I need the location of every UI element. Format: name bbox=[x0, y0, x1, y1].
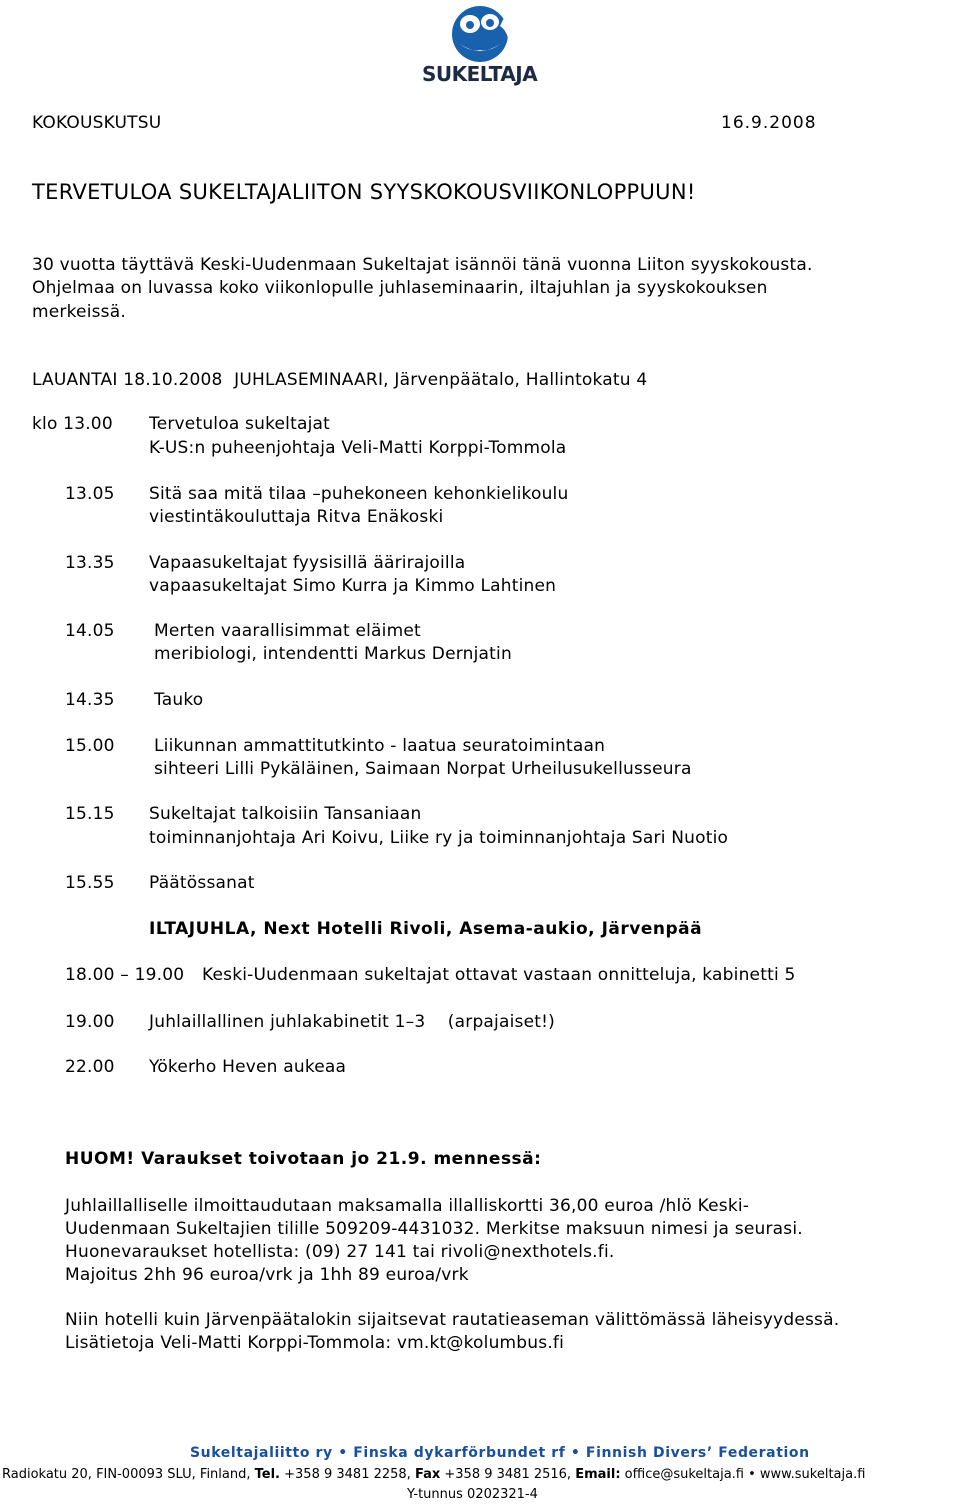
doc-date: 16.9.2008 bbox=[721, 113, 817, 133]
evening-time: 19.00 bbox=[65, 1012, 115, 1032]
doc-title: KOKOUSKUTSU bbox=[32, 113, 162, 133]
evening-text: Keski-Uudenmaan sukeltajat ottavat vastaan onnitteluja, kabinetti 5 bbox=[202, 965, 796, 985]
program-speaker: sihteeri Lilli Pykäläinen, Saimaan Norpat Urheilusukellusseura bbox=[154, 759, 692, 779]
evening-text: Juhlaillallinen juhlakabinetit 1–3 (arpajaiset!) bbox=[149, 1012, 555, 1032]
fax-label: Fax bbox=[414, 1467, 441, 1482]
program-time: 13.35 bbox=[65, 553, 115, 573]
logo-text: SUKELTAJA bbox=[422, 62, 538, 86]
notice-line: Majoitus 2hh 96 euroa/vrk ja 1hh 89 euroa/vrk bbox=[65, 1265, 469, 1285]
program-title: Liikunnan ammattitutkinto - laatua seuratoimintaan bbox=[154, 736, 606, 756]
intro-line-1: 30 vuotta täyttävä Keski-Uudenmaan Sukeltajat isännöi tänä vuonna Liiton syyskokousta. bbox=[32, 255, 813, 275]
email-label: Email: bbox=[575, 1467, 621, 1482]
notice-heading bbox=[65, 1149, 541, 1169]
huom-label: HUOM! bbox=[65, 1149, 135, 1169]
evening-time: 22.00 bbox=[65, 1057, 115, 1077]
footer-orgs: Sukeltajaliitto ry • Finska dykarförbundet rf • Finnish Divers’ Federation bbox=[190, 1445, 810, 1461]
notice-deadline: Varaukset toivotaan jo 21.9. mennessä: bbox=[141, 1149, 542, 1169]
program-title: Sitä saa mitä tilaa –puhekoneen kehonkielikoulu bbox=[149, 484, 569, 504]
tel-label: Tel. bbox=[254, 1467, 280, 1482]
footer-fax: +358 9 3481 2516, bbox=[444, 1467, 572, 1482]
program-title: Vapaasukeltajat fyysisillä äärirajoilla bbox=[149, 553, 466, 573]
footer-address: Radiokatu 20, FIN-00093 SLU, Finland, bbox=[2, 1467, 251, 1482]
notice-line: Niin hotelli kuin Järvenpäätalokin sijaitsevat rautatieaseman välittömässä läheisyydessä. bbox=[65, 1310, 840, 1330]
saturday-event: JUHLASEMINAARI, Järvenpäätalo, Hallintokatu 4 bbox=[234, 370, 648, 390]
saturday-day: LAUANTAI 18.10.2008 bbox=[32, 370, 223, 390]
program-title: Merten vaarallisimmat eläimet bbox=[154, 621, 421, 641]
program-speaker: meribiologi, intendentti Markus Dernjatin bbox=[154, 644, 512, 664]
footer-email[interactable]: office@sukeltaja.fi • www.sukeltaja.fi bbox=[624, 1467, 866, 1482]
program-time: 13.05 bbox=[65, 484, 115, 504]
program-title: Sukeltajat talkoisiin Tansaniaan bbox=[149, 804, 422, 824]
program-speaker: vapaasukeltajat Simo Kurra ja Kimmo Lahtinen bbox=[149, 576, 557, 596]
program-title: Päätössanat bbox=[149, 873, 255, 893]
intro-line-3: merkeissä. bbox=[32, 302, 126, 322]
program-time: 15.00 bbox=[65, 736, 115, 756]
program-time: 15.55 bbox=[65, 873, 115, 893]
notice-line: Huonevaraukset hotellista: (09) 27 141 tai rivoli@nexthotels.fi. bbox=[65, 1242, 615, 1262]
notice-line: Uudenmaan Sukeltajien tilille 509209-4431032. Merkitse maksuun nimesi ja seurasi. bbox=[65, 1219, 803, 1239]
footer-tel: +358 9 3481 2258, bbox=[284, 1467, 411, 1482]
program-time: 15.15 bbox=[65, 804, 115, 824]
saturday-heading bbox=[32, 370, 647, 390]
program-speaker: toiminnanjohtaja Ari Koivu, Liike ry ja toiminnanjohtaja Sari Nuotio bbox=[149, 828, 729, 848]
program-speaker: K-US:n puheenjohtaja Veli-Matti Korppi-Tommola bbox=[149, 438, 567, 458]
evening-time: 18.00 – 19.00 bbox=[65, 965, 185, 985]
welcome-heading: TERVETULOA SUKELTAJALIITON SYYSKOKOUSVIIKONLOPPUUN! bbox=[32, 180, 696, 204]
footer-ytunnus: Y-tunnus 0202321-4 bbox=[407, 1487, 538, 1502]
evening-heading: ILTAJUHLA, Next Hotelli Rivoli, Asema-aukio, Järvenpää bbox=[149, 919, 703, 939]
program-speaker: viestintäkouluttaja Ritva Enäkoski bbox=[149, 507, 444, 527]
sukeltaja-logo bbox=[420, 4, 544, 88]
notice-line: Lisätietoja Veli-Matti Korppi-Tommola: vm.kt@kolumbus.fi bbox=[65, 1333, 565, 1353]
program-title: Tauko bbox=[154, 690, 204, 710]
intro-line-2: Ohjelmaa on luvassa koko viikonlopulle juhlaseminaarin, iltajuhlan ja syyskokouksen bbox=[32, 278, 768, 298]
program-time: 14.05 bbox=[65, 621, 115, 641]
program-title: Tervetuloa sukeltajat bbox=[149, 414, 330, 434]
program-time: klo 13.00 bbox=[32, 414, 113, 434]
program-time: 14.35 bbox=[65, 690, 115, 710]
footer-contact bbox=[2, 1467, 865, 1482]
evening-text: Yökerho Heven aukeaa bbox=[149, 1057, 347, 1077]
notice-line: Juhlaillalliselle ilmoittaudutaan maksamalla illalliskortti 36,00 euroa /hlö Keski- bbox=[65, 1196, 750, 1216]
